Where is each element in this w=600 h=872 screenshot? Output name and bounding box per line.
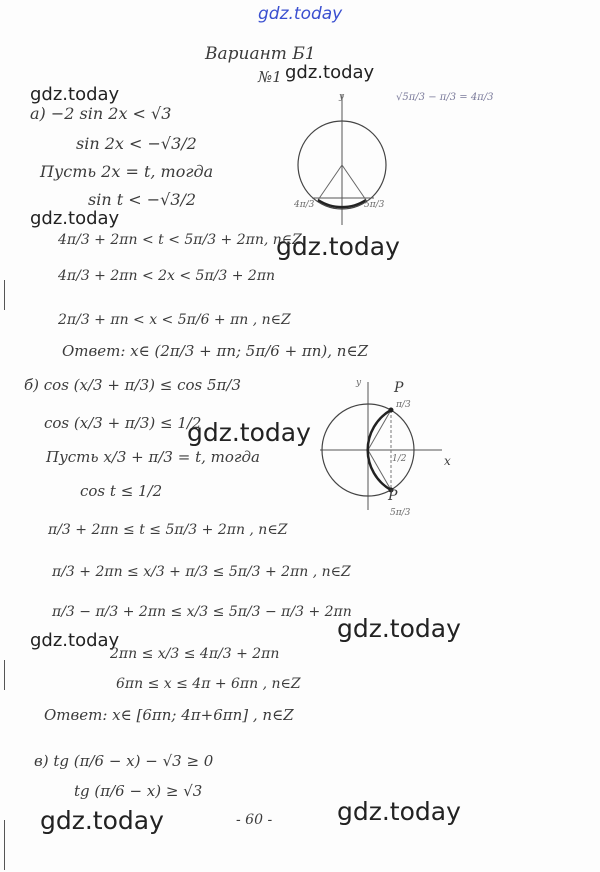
part-b-line-5: π/3 + 2πn ≤ t ≤ 5π/3 + 2πn , n∈Z [48,522,288,538]
part-b-line-4: cos t ≤ 1/2 [80,482,163,500]
part-b-line-8: 2πn ≤ x/3 ≤ 4π/3 + 2πn [110,646,280,662]
part-b-line-1: б) cos (x/3 + π/3) ≤ cos 5π/3 [24,376,241,394]
part-a-line-6: 4π/3 + 2πn < 2x < 5π/3 + 2πn [58,268,276,284]
variant-title: Вариант Б1 [205,44,316,64]
watermark: gdz.today [337,797,461,826]
watermark: gdz.today [40,806,164,835]
part-b-line-7: π/3 − π/3 + 2πn ≤ x/3 ≤ 5π/3 − π/3 + 2πn [52,604,352,620]
circle-1-y-label: y [339,92,345,102]
page-edge-line [4,660,5,690]
part-a-line-7: 2π/3 + πn < x < 5π/6 + πn , n∈Z [58,312,291,328]
circle-2-point-bottom: P [388,488,398,504]
part-b-line-3: Пусть x/3 + π/3 = t, тогда [46,448,260,466]
watermark-top: gdz.today [258,4,343,24]
circle-2-point-top: P [394,380,404,396]
circle-2-x-label: x [444,454,451,468]
watermark: gdz.today [30,208,120,229]
part-b-line-2: cos (x/3 + π/3) ≤ 1/2 [44,414,202,432]
unit-circle-2 [318,380,448,520]
page-edge-line [4,820,5,870]
circle-2-point-bottom-sub: 5π/3 [390,508,411,518]
watermark: gdz.today [285,62,375,83]
part-a-line-2: sin 2x < −√3/2 [76,134,197,153]
circle-2-y-label: y [356,378,362,388]
circle-2-point-top-sub: π/3 [396,400,411,410]
watermark: gdz.today [276,232,400,261]
part-b-line-9: 6πn ≤ x ≤ 4π + 6πn , n∈Z [116,676,301,692]
watermark: gdz.today [30,630,120,651]
circle-1-left-label: 4π/3 [294,200,315,210]
part-a-line-5: 4π/3 + 2πn < t < 5π/3 + 2πn, n∈Z [58,232,302,248]
circle-1-right-label: 5π/3 [364,200,385,210]
part-a-line-4: sin t < −√3/2 [88,190,197,209]
page-edge-line [4,280,5,310]
part-b-answer: Ответ: x∈ [6πn; 4π+6πn] , n∈Z [44,706,294,724]
part-a-answer: Ответ: x∈ (2π/3 + πn; 5π/6 + πn), n∈Z [62,342,368,360]
part-a-line-3: Пусть 2x = t, тогда [40,162,214,181]
circle-2-half-label: 1/2 [392,454,407,464]
part-a-line-1: а) −2 sin 2x < √3 [30,104,172,123]
page-number: - 60 - [236,812,273,828]
task-number: №1 [258,68,282,86]
margin-note: √5π/3 − π/3 = 4π/3 [396,92,494,103]
watermark: gdz.today [187,418,311,447]
part-b-line-6: π/3 + 2πn ≤ x/3 + π/3 ≤ 5π/3 + 2πn , n∈Z [52,564,351,580]
watermark: gdz.today [30,84,120,105]
part-v-line-1: в) tg (π/6 − x) − √3 ≥ 0 [34,752,214,770]
watermark: gdz.today [337,614,461,643]
part-v-line-2: tg (π/6 − x) ≥ √3 [74,782,203,800]
